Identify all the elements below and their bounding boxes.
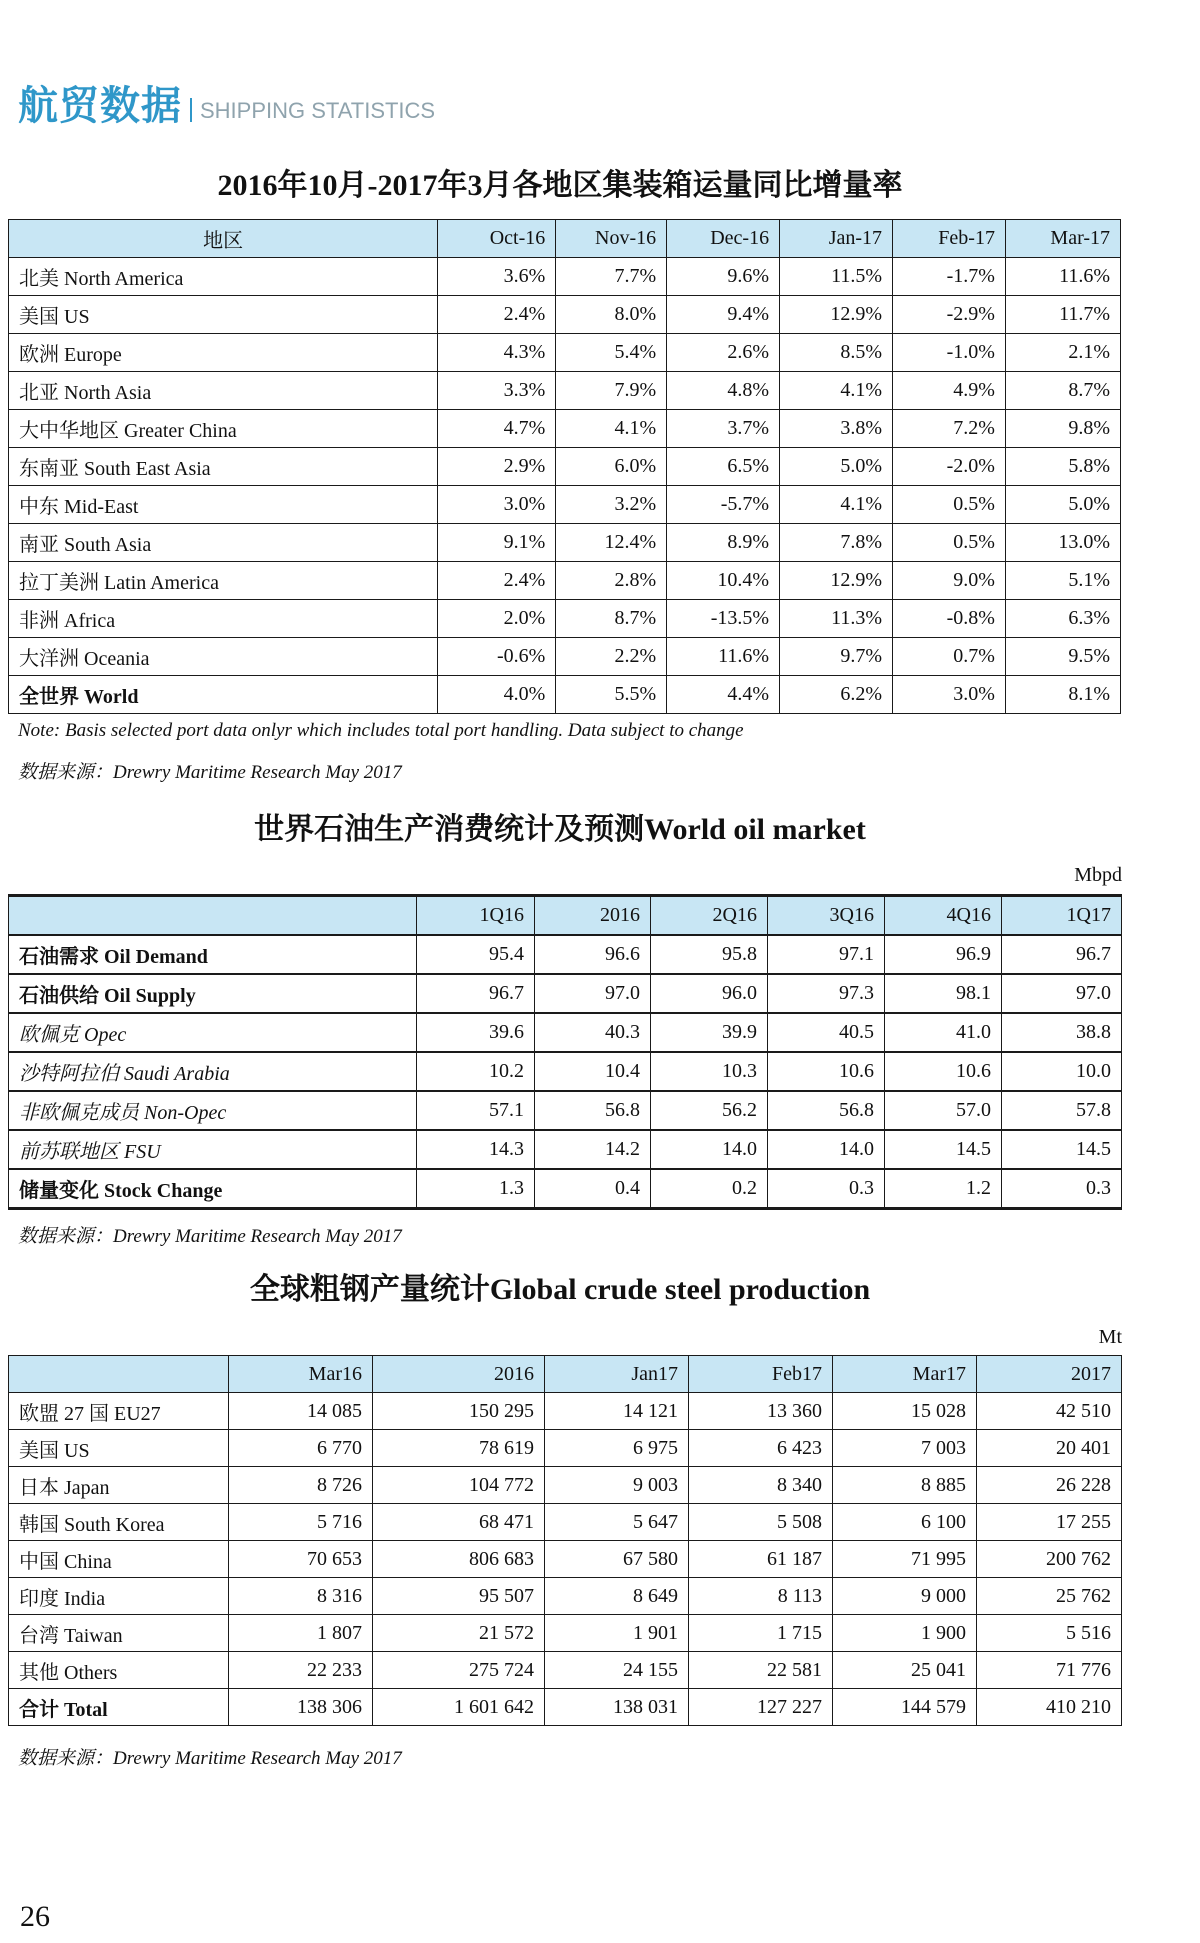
steel-production-table — [8, 1355, 1122, 1726]
steel-table-title: 全球粗钢产量统计Global crude steel production — [249, 1273, 871, 1306]
table-cell: 57.0 — [885, 1091, 1002, 1130]
table-cell: 5.0% — [780, 448, 893, 486]
table-cell: 10.4 — [535, 1052, 651, 1091]
table-cell: 2.9% — [438, 448, 556, 486]
table-cell: 9 003 — [545, 1467, 689, 1504]
table-cell: 4.9% — [893, 372, 1006, 410]
table-cell: 9 000 — [833, 1578, 977, 1615]
table-cell: 1 807 — [229, 1615, 373, 1652]
table-cell: 71 995 — [833, 1541, 977, 1578]
table-cell: 25 762 — [977, 1578, 1122, 1615]
row-label: 非洲 Africa — [9, 600, 438, 638]
table-row — [9, 1689, 1122, 1726]
table-cell: 39.6 — [417, 1013, 535, 1052]
table-cell: 410 210 — [977, 1689, 1122, 1726]
table-cell: 6.3% — [1005, 600, 1120, 638]
table-cell: 275 724 — [373, 1652, 545, 1689]
table-cell: 9.1% — [438, 524, 556, 562]
table-cell: 4.4% — [667, 676, 780, 714]
table-cell: 40.3 — [535, 1013, 651, 1052]
table-cell: 200 762 — [977, 1541, 1122, 1578]
table-cell: 9.6% — [667, 258, 780, 296]
table-cell: 20 401 — [977, 1430, 1122, 1467]
column-header: 4Q16 — [885, 896, 1002, 936]
row-label: 美国 US — [9, 1430, 229, 1467]
table-cell: 39.9 — [651, 1013, 768, 1052]
table-cell: 8.0% — [556, 296, 667, 334]
table-cell: 2.4% — [438, 296, 556, 334]
table-cell: 25 041 — [833, 1652, 977, 1689]
container-table-note: Note: Basis selected port data onlyr which includes total port handling. Data subject to change — [18, 720, 744, 741]
table-cell: 3.7% — [667, 410, 780, 448]
table-cell: 67 580 — [545, 1541, 689, 1578]
table-cell: -2.9% — [893, 296, 1006, 334]
column-header: Oct-16 — [438, 220, 556, 258]
table-cell: 70 653 — [229, 1541, 373, 1578]
table-cell: 13 360 — [689, 1393, 833, 1430]
header-title-cn: 航贸数据 — [18, 83, 182, 129]
table-row — [9, 1169, 1122, 1209]
table-row — [9, 1578, 1122, 1615]
table-cell: 7.7% — [556, 258, 667, 296]
column-header: 2016 — [373, 1356, 545, 1393]
table-cell: 10.0 — [1002, 1052, 1122, 1091]
row-label: 欧佩克 Opec — [9, 1013, 417, 1052]
table-cell: 4.3% — [438, 334, 556, 372]
table-cell: 0.2 — [651, 1169, 768, 1209]
table-row — [9, 1052, 1122, 1091]
table-cell: 98.1 — [885, 974, 1002, 1013]
table-cell: 5 647 — [545, 1504, 689, 1541]
table-cell: 38.8 — [1002, 1013, 1122, 1052]
row-label: 大洋洲 Oceania — [9, 638, 438, 676]
table-row — [9, 1541, 1122, 1578]
table-cell: 11.5% — [780, 258, 893, 296]
table-row — [9, 974, 1122, 1013]
table-cell: 8 113 — [689, 1578, 833, 1615]
table-cell: -1.0% — [893, 334, 1006, 372]
table-cell: 21 572 — [373, 1615, 545, 1652]
table-cell: 13.0% — [1005, 524, 1120, 562]
table-header-row — [9, 1356, 1122, 1393]
table-cell: 56.8 — [768, 1091, 885, 1130]
table-cell: 57.8 — [1002, 1091, 1122, 1130]
header-divider — [190, 98, 192, 122]
table-cell: 104 772 — [373, 1467, 545, 1504]
table-row — [9, 1430, 1122, 1467]
table-cell: 12.9% — [780, 562, 893, 600]
table-cell: 56.2 — [651, 1091, 768, 1130]
table-cell: 22 233 — [229, 1652, 373, 1689]
table-cell: 11.6% — [1005, 258, 1120, 296]
table-header-row — [9, 896, 1122, 936]
table-cell: 5 716 — [229, 1504, 373, 1541]
column-header: 1Q17 — [1002, 896, 1122, 936]
table-cell: 17 255 — [977, 1504, 1122, 1541]
table-cell: 7.8% — [780, 524, 893, 562]
table-cell: 0.5% — [893, 524, 1006, 562]
column-header: Nov-16 — [556, 220, 667, 258]
row-label: 日本 Japan — [9, 1467, 229, 1504]
table-cell: 61 187 — [689, 1541, 833, 1578]
table-cell: 1 900 — [833, 1615, 977, 1652]
table-cell: 3.6% — [438, 258, 556, 296]
table-row — [9, 372, 1121, 410]
table-cell: 12.4% — [556, 524, 667, 562]
row-label: 非欧佩克成员 Non-Opec — [9, 1091, 417, 1130]
table-header-row — [9, 220, 1121, 258]
table-cell: 8.7% — [1005, 372, 1120, 410]
table-cell: 14.5 — [885, 1130, 1002, 1169]
oil-table-title: 世界石油生产消费统计及预测World oil market — [254, 813, 866, 846]
table-cell: 2.1% — [1005, 334, 1120, 372]
table-cell: 0.5% — [893, 486, 1006, 524]
row-label: 石油供给 Oil Supply — [9, 974, 417, 1013]
table-row — [9, 562, 1121, 600]
row-label: 欧盟 27 国 EU27 — [9, 1393, 229, 1430]
oil-unit: Mbpd — [1074, 864, 1122, 886]
table-cell: 14 085 — [229, 1393, 373, 1430]
table-row — [9, 524, 1121, 562]
table-cell: 8 316 — [229, 1578, 373, 1615]
column-header: 2017 — [977, 1356, 1122, 1393]
table-cell: 1.3 — [417, 1169, 535, 1209]
table-cell: 6 975 — [545, 1430, 689, 1467]
table-cell: 127 227 — [689, 1689, 833, 1726]
row-label: 其他 Others — [9, 1652, 229, 1689]
table-cell: 97.1 — [768, 935, 885, 974]
steel-unit: Mt — [1098, 1326, 1122, 1348]
table-row — [9, 1504, 1122, 1541]
table-cell: 8 649 — [545, 1578, 689, 1615]
table-cell: 0.4 — [535, 1169, 651, 1209]
table-cell: 26 228 — [977, 1467, 1122, 1504]
table-cell: 11.7% — [1005, 296, 1120, 334]
column-header: 1Q16 — [417, 896, 535, 936]
table-cell: 0.3 — [768, 1169, 885, 1209]
table-cell: 6.2% — [780, 676, 893, 714]
table-cell: 9.7% — [780, 638, 893, 676]
table-cell: 3.8% — [780, 410, 893, 448]
table-cell: 138 306 — [229, 1689, 373, 1726]
column-header: Feb-17 — [893, 220, 1006, 258]
row-label: 美国 US — [9, 296, 438, 334]
table-cell: 14 121 — [545, 1393, 689, 1430]
header-title-en: SHIPPING STATISTICS — [200, 98, 436, 123]
table-cell: 96.9 — [885, 935, 1002, 974]
column-header: Feb17 — [689, 1356, 833, 1393]
table-cell: 97.0 — [535, 974, 651, 1013]
table-cell: 4.1% — [780, 486, 893, 524]
row-label: 中东 Mid-East — [9, 486, 438, 524]
table-cell: 40.5 — [768, 1013, 885, 1052]
table-cell: 8 340 — [689, 1467, 833, 1504]
table-cell: 2.8% — [556, 562, 667, 600]
table-cell: 7.9% — [556, 372, 667, 410]
table-cell: 10.6 — [885, 1052, 1002, 1091]
table-row — [9, 448, 1121, 486]
table-cell: 95.4 — [417, 935, 535, 974]
table-cell: 8.5% — [780, 334, 893, 372]
table-cell: 150 295 — [373, 1393, 545, 1430]
column-header: Dec-16 — [667, 220, 780, 258]
table-cell: 3.0% — [438, 486, 556, 524]
table-cell: 6 423 — [689, 1430, 833, 1467]
table-row — [9, 935, 1122, 974]
table-cell: 11.6% — [667, 638, 780, 676]
table-cell: 8.9% — [667, 524, 780, 562]
table-cell: 96.7 — [1002, 935, 1122, 974]
table-cell: 10.4% — [667, 562, 780, 600]
table-row — [9, 638, 1121, 676]
table-cell: 97.0 — [1002, 974, 1122, 1013]
table-cell: 5.0% — [1005, 486, 1120, 524]
table-row — [9, 296, 1121, 334]
row-label: 中国 China — [9, 1541, 229, 1578]
table-cell: 14.5 — [1002, 1130, 1122, 1169]
table-cell: -5.7% — [667, 486, 780, 524]
table-cell: 14.0 — [651, 1130, 768, 1169]
column-header: Mar-17 — [1005, 220, 1120, 258]
table-cell: 96.6 — [535, 935, 651, 974]
table-cell: 42 510 — [977, 1393, 1122, 1430]
table-cell: 2.6% — [667, 334, 780, 372]
table-cell: 96.7 — [417, 974, 535, 1013]
table-row — [9, 1013, 1122, 1052]
table-cell: 9.8% — [1005, 410, 1120, 448]
table-cell: 3.3% — [438, 372, 556, 410]
table-cell: 1.2 — [885, 1169, 1002, 1209]
row-label: 合计 Total — [9, 1689, 229, 1726]
page-header — [18, 76, 435, 128]
table-cell: 8.7% — [556, 600, 667, 638]
row-label: 韩国 South Korea — [9, 1504, 229, 1541]
column-header: Mar16 — [229, 1356, 373, 1393]
table-cell: 806 683 — [373, 1541, 545, 1578]
table-cell: 5 516 — [977, 1615, 1122, 1652]
table-cell: 2.0% — [438, 600, 556, 638]
table-cell: 95.8 — [651, 935, 768, 974]
page-number: 26 — [20, 1900, 50, 1933]
table-row — [9, 1652, 1122, 1689]
table-row — [9, 600, 1121, 638]
table-cell: 7.2% — [893, 410, 1006, 448]
table-row — [9, 1467, 1122, 1504]
table-cell: -13.5% — [667, 600, 780, 638]
column-header: 3Q16 — [768, 896, 885, 936]
table-cell: 2.4% — [438, 562, 556, 600]
column-header: 2Q16 — [651, 896, 768, 936]
table-cell: 8 726 — [229, 1467, 373, 1504]
row-label: 东南亚 South East Asia — [9, 448, 438, 486]
container-growth-table — [8, 219, 1121, 714]
table-row — [9, 1091, 1122, 1130]
table-cell: 4.1% — [556, 410, 667, 448]
table-cell: 1 901 — [545, 1615, 689, 1652]
table-cell: 10.6 — [768, 1052, 885, 1091]
table-cell: 14.2 — [535, 1130, 651, 1169]
table-row — [9, 1393, 1122, 1430]
table-cell: 56.8 — [535, 1091, 651, 1130]
column-header: Jan17 — [545, 1356, 689, 1393]
table-cell: 6.5% — [667, 448, 780, 486]
table-cell: 5.8% — [1005, 448, 1120, 486]
table-cell: 41.0 — [885, 1013, 1002, 1052]
table-cell: 4.1% — [780, 372, 893, 410]
table-cell: 0.7% — [893, 638, 1006, 676]
row-label: 欧洲 Europe — [9, 334, 438, 372]
container-table-source: 数据来源：Drewry Maritime Research May 2017 — [18, 762, 402, 783]
table-row — [9, 1615, 1122, 1652]
table-cell: 1 715 — [689, 1615, 833, 1652]
table-row — [9, 1130, 1122, 1169]
table-cell: 57.1 — [417, 1091, 535, 1130]
table-cell: 3.2% — [556, 486, 667, 524]
table-cell: 12.9% — [780, 296, 893, 334]
table-cell: 4.0% — [438, 676, 556, 714]
table-row — [9, 676, 1121, 714]
table-cell: 4.8% — [667, 372, 780, 410]
table-cell: -2.0% — [893, 448, 1006, 486]
table-cell: 97.3 — [768, 974, 885, 1013]
table-cell: 10.2 — [417, 1052, 535, 1091]
table-cell: 22 581 — [689, 1652, 833, 1689]
table-cell: 6.0% — [556, 448, 667, 486]
table-cell: 144 579 — [833, 1689, 977, 1726]
table-row — [9, 410, 1121, 448]
row-label: 印度 India — [9, 1578, 229, 1615]
table-cell: 9.0% — [893, 562, 1006, 600]
column-header: 地区 — [9, 220, 438, 258]
table-cell: 68 471 — [373, 1504, 545, 1541]
table-row — [9, 334, 1121, 372]
table-cell: 9.4% — [667, 296, 780, 334]
table-cell: 5 508 — [689, 1504, 833, 1541]
row-label: 全世界 World — [9, 676, 438, 714]
table-cell: -0.6% — [438, 638, 556, 676]
table-cell: 2.2% — [556, 638, 667, 676]
table-cell: 5.1% — [1005, 562, 1120, 600]
table-cell: 11.3% — [780, 600, 893, 638]
table-cell: 14.3 — [417, 1130, 535, 1169]
table-cell: 5.5% — [556, 676, 667, 714]
table-cell: 5.4% — [556, 334, 667, 372]
table-cell: 96.0 — [651, 974, 768, 1013]
table-cell: 95 507 — [373, 1578, 545, 1615]
column-header — [9, 1356, 229, 1393]
column-header: Mar17 — [833, 1356, 977, 1393]
table-cell: 6 100 — [833, 1504, 977, 1541]
table-cell: 10.3 — [651, 1052, 768, 1091]
table-cell: 7 003 — [833, 1430, 977, 1467]
table-cell: 8 885 — [833, 1467, 977, 1504]
table-cell: 138 031 — [545, 1689, 689, 1726]
row-label: 南亚 South Asia — [9, 524, 438, 562]
table-row — [9, 258, 1121, 296]
table-cell: 24 155 — [545, 1652, 689, 1689]
table-cell: 1 601 642 — [373, 1689, 545, 1726]
oil-table-source: 数据来源：Drewry Maritime Research May 2017 — [18, 1226, 402, 1247]
steel-table-source: 数据来源：Drewry Maritime Research May 2017 — [18, 1748, 402, 1769]
table-cell: 0.3 — [1002, 1169, 1122, 1209]
row-label: 台湾 Taiwan — [9, 1615, 229, 1652]
table-cell: 78 619 — [373, 1430, 545, 1467]
table-cell: 8.1% — [1005, 676, 1120, 714]
row-label: 拉丁美洲 Latin America — [9, 562, 438, 600]
column-header: Jan-17 — [780, 220, 893, 258]
container-table-title: 2016年10月-2017年3月各地区集装箱运量同比增量率 — [217, 169, 903, 202]
row-label: 大中华地区 Greater China — [9, 410, 438, 448]
table-cell: 71 776 — [977, 1652, 1122, 1689]
table-cell: 14.0 — [768, 1130, 885, 1169]
oil-market-table — [8, 894, 1122, 1210]
table-cell: -1.7% — [893, 258, 1006, 296]
table-cell: 15 028 — [833, 1393, 977, 1430]
table-cell: 6 770 — [229, 1430, 373, 1467]
table-row — [9, 486, 1121, 524]
table-cell: 9.5% — [1005, 638, 1120, 676]
row-label: 沙特阿拉伯 Saudi Arabia — [9, 1052, 417, 1091]
column-header: 2016 — [535, 896, 651, 936]
row-label: 前苏联地区 FSU — [9, 1130, 417, 1169]
column-header — [9, 896, 417, 936]
row-label: 北亚 North Asia — [9, 372, 438, 410]
table-cell: 4.7% — [438, 410, 556, 448]
row-label: 石油需求 Oil Demand — [9, 935, 417, 974]
table-cell: 3.0% — [893, 676, 1006, 714]
row-label: 北美 North America — [9, 258, 438, 296]
table-cell: -0.8% — [893, 600, 1006, 638]
row-label: 储量变化 Stock Change — [9, 1169, 417, 1209]
